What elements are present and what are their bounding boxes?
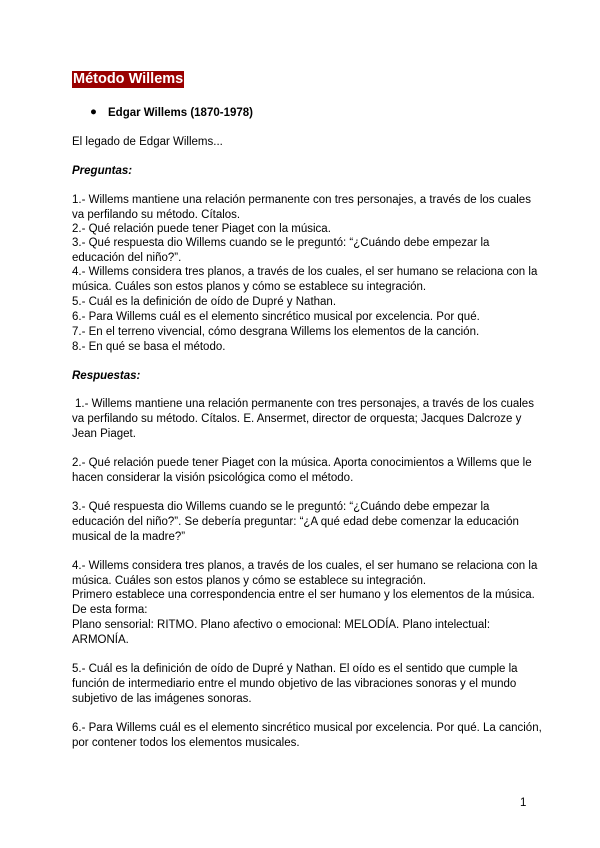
pregunta-line: 6.- Para Willems cuál es el elemento sincrético musical por excelencia. Por qué. [72,311,480,323]
author-name: Edgar Willems (1870-1978) [108,107,253,119]
pregunta-line: 4.- Willems considera tres planos, a través de los cuales, el ser humano se relaciona con la [72,266,538,278]
respuesta-line: 5.- Cuál es la definición de oído de Dupré y Nathan. El oído es el sentido que cumple la [72,663,518,675]
pregunta-line: va perfilando su método. Cítalos. [72,209,241,221]
respuesta-line: música. Cuáles son estos planos y cómo se establece su integración. [72,575,427,587]
pregunta-line: música. Cuáles son estos planos y cómo se establece su integración. [72,281,427,293]
respuesta-line: Plano sensorial: RITMO. Plano afectivo o emocional: MELODÍA. Plano intelectual: [72,619,491,631]
respuesta-line: musical de la madre?” [72,531,186,543]
respuesta-line: 4.- Willems considera tres planos, a través de los cuales, el ser humano se relaciona con la [72,560,538,572]
respuesta-line: 6.- Para Willems cuál es el elemento sincrético musical por excelencia. Por qué. La canción, [72,722,542,734]
respuesta-line: 2.- Qué relación puede tener Piaget con la música. Aporta conocimientos a Willems que le [72,457,532,469]
bullet-dot-icon: ● [90,106,97,118]
pregunta-line: 3.- Qué respuesta dio Willems cuando se le preguntó: “¿Cuándo debe empezar la [72,237,490,249]
respuesta-line: 1.- Willems mantiene una relación permanente con tres personajes, a través de los cuales [75,398,534,410]
respuesta-line: hacen considerar la visión psicológica como el método. [72,472,354,484]
respuesta-line: De esta forma: [72,604,148,616]
pregunta-line: 2.- Qué relación puede tener Piaget con la música. [72,223,331,235]
respuesta-line: educación del niño?”. Se debería preguntar: “¿A qué edad debe comenzar la educación [72,516,519,528]
pregunta-line: 5.- Cuál es la definición de oído de Dupré y Nathan. [72,296,337,308]
intro-text: El legado de Edgar Willems... [72,136,223,148]
respuestas-heading: Respuestas: [72,370,141,382]
respuesta-line: función de intermediario entre el mundo objetivo de las vibraciones sonoras y el mundo [72,678,517,690]
respuesta-line: 3.- Qué respuesta dio Willems cuando se le preguntó: “¿Cuándo debe empezar la [72,501,490,513]
respuesta-line: subjetivo de las imágenes sonoras. [72,693,252,705]
preguntas-heading: Preguntas: [72,165,133,177]
pregunta-line: educación del niño?”. [72,252,182,264]
document-title: Método Willems [73,71,184,87]
pregunta-line: 7.- En el terreno vivencial, cómo desgrana Willems los elementos de la canción. [72,326,480,338]
pregunta-line: 1.- Willems mantiene una relación permanente con tres personajes, a través de los cuales [72,194,531,206]
respuesta-line: va perfilando su método. Cítalos. E. Ansermet, director de orquesta; Jacques Dalcroze y [72,413,522,425]
respuesta-line: Primero establece una correspondencia entre el ser humano y los elementos de la música. [72,589,535,601]
respuesta-line: ARMONÍA. [72,634,129,646]
respuesta-line: Jean Piaget. [72,428,136,440]
page-number: 1 [520,797,527,809]
pregunta-line: 8.- En qué se basa el método. [72,341,226,353]
respuesta-line: por contener todos los elementos musicales. [72,737,300,749]
